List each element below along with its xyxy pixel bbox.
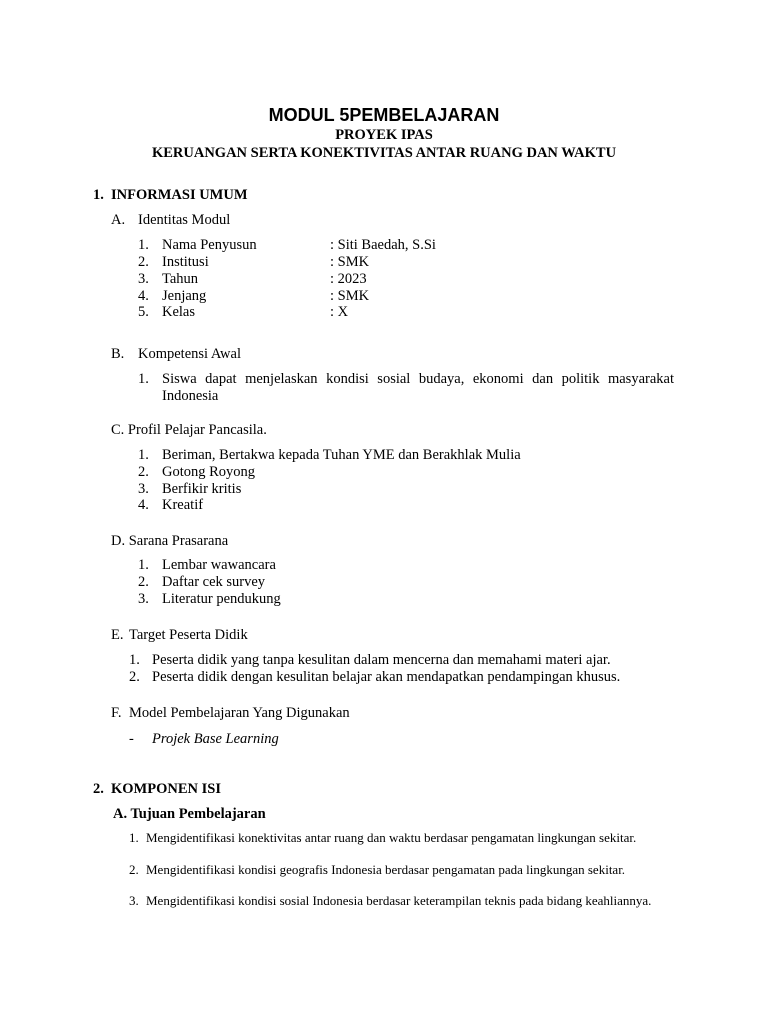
list-item-num: 1. [129,652,140,668]
list-item-text: Gotong Royong [162,464,256,480]
identity-row-num: 2. [138,254,149,270]
identity-row-value: : X [330,304,349,320]
subsection-e-title: Target Peserta Didik [129,627,248,643]
list-item-num: 1. [138,371,149,387]
subsection-a-letter: A. [111,212,126,228]
list-item-text: Siswa dapat menjelaskan kondisi sosial budaya, ekonomi dan politik masyarakat Indonesia [162,371,674,404]
module-title: MODUL 5PEMBELAJARAN [268,105,500,125]
identity-row-label: Kelas [162,304,196,320]
list-item-num: 3. [138,481,149,497]
list-item-text: Literatur pendukung [162,591,281,607]
subsection-b-letter: B. [111,346,125,362]
list-item-text: Peserta didik yang tanpa kesulitan dalam mencerna dan memahami materi ajar. [152,652,611,668]
list-item-num: 1. [129,830,139,845]
identity-row-value: : Siti Baedah, S.Si [330,237,436,253]
list-item-num: 4. [138,497,149,513]
module-topic: KERUANGAN SERTA KONEKTIVITAS ANTAR RUANG DAN WAKTU [151,145,617,161]
subsection-b-title: Kompetensi Awal [138,346,241,362]
list-item-text: Mengidentifikasi kondisi sosial Indonesia berdasar keterampilan teknis pada bidang keahliannya. [146,893,652,908]
list-item-num: 3. [138,591,149,607]
list-item-text: Kreatif [162,497,204,513]
identity-row-num: 4. [138,288,149,304]
list-item-num: 2. [129,862,139,877]
list-item-num: 2. [129,669,140,685]
list-item-text: Berfikir kritis [162,481,242,497]
list-item-text: Peserta didik dengan kesulitan belajar akan mendapatkan pendampingan khusus. [152,669,621,685]
list-item-text: Mengidentifikasi kondisi geografis Indonesia berdasar pengamatan pada lingkungan sekitar. [146,862,626,877]
identity-row-value: : SMK [330,254,370,270]
subsection-c-title: C. Profil Pelajar Pancasila. [111,422,267,438]
subsection-d-title: D. Sarana Prasarana [111,533,229,549]
identity-row-label: Tahun [162,271,199,287]
list-item-text: Projek Base Learning [152,731,279,747]
section2-number: 2. [93,781,104,797]
subsection-e-letter: E. [111,627,124,643]
identity-row-label: Nama Penyusun [162,237,257,253]
subsection-f-title: Model Pembelajaran Yang Digunakan [129,705,350,721]
section2-title: KOMPONEN ISI [111,781,221,797]
identity-row-num: 3. [138,271,149,287]
list-item-num: 2. [138,574,149,590]
list-item-num: 2. [138,464,149,480]
module-subtitle: PROYEK IPAS [335,127,433,143]
identity-row-value: : 2023 [330,271,367,287]
list-item-num: 3. [129,893,139,908]
identity-row-label: Jenjang [162,288,207,304]
list-item-text: Beriman, Bertakwa kepada Tuhan YME dan Berakhlak Mulia [162,447,521,463]
list-item-text: Lembar wawancara [162,557,276,573]
identity-row-num: 1. [138,237,149,253]
section1-title: INFORMASI UMUM [111,187,248,203]
section1-number: 1. [93,187,104,203]
identity-row-value: : SMK [330,288,370,304]
list-item-dash: - [129,731,134,747]
subsection-tujuan-title: A. Tujuan Pembelajaran [113,806,266,822]
subsection-a-title: Identitas Modul [138,212,231,228]
identity-row-label: Institusi [162,254,209,270]
list-item-text: Daftar cek survey [162,574,266,590]
subsection-f-letter: F. [111,705,122,721]
list-item-num: 1. [138,557,149,573]
list-item-num: 1. [138,447,149,463]
list-item-text: Mengidentifikasi konektivitas antar ruang dan waktu berdasar pengamatan lingkungan sekitar. [146,830,637,845]
identity-row-num: 5. [138,304,149,320]
